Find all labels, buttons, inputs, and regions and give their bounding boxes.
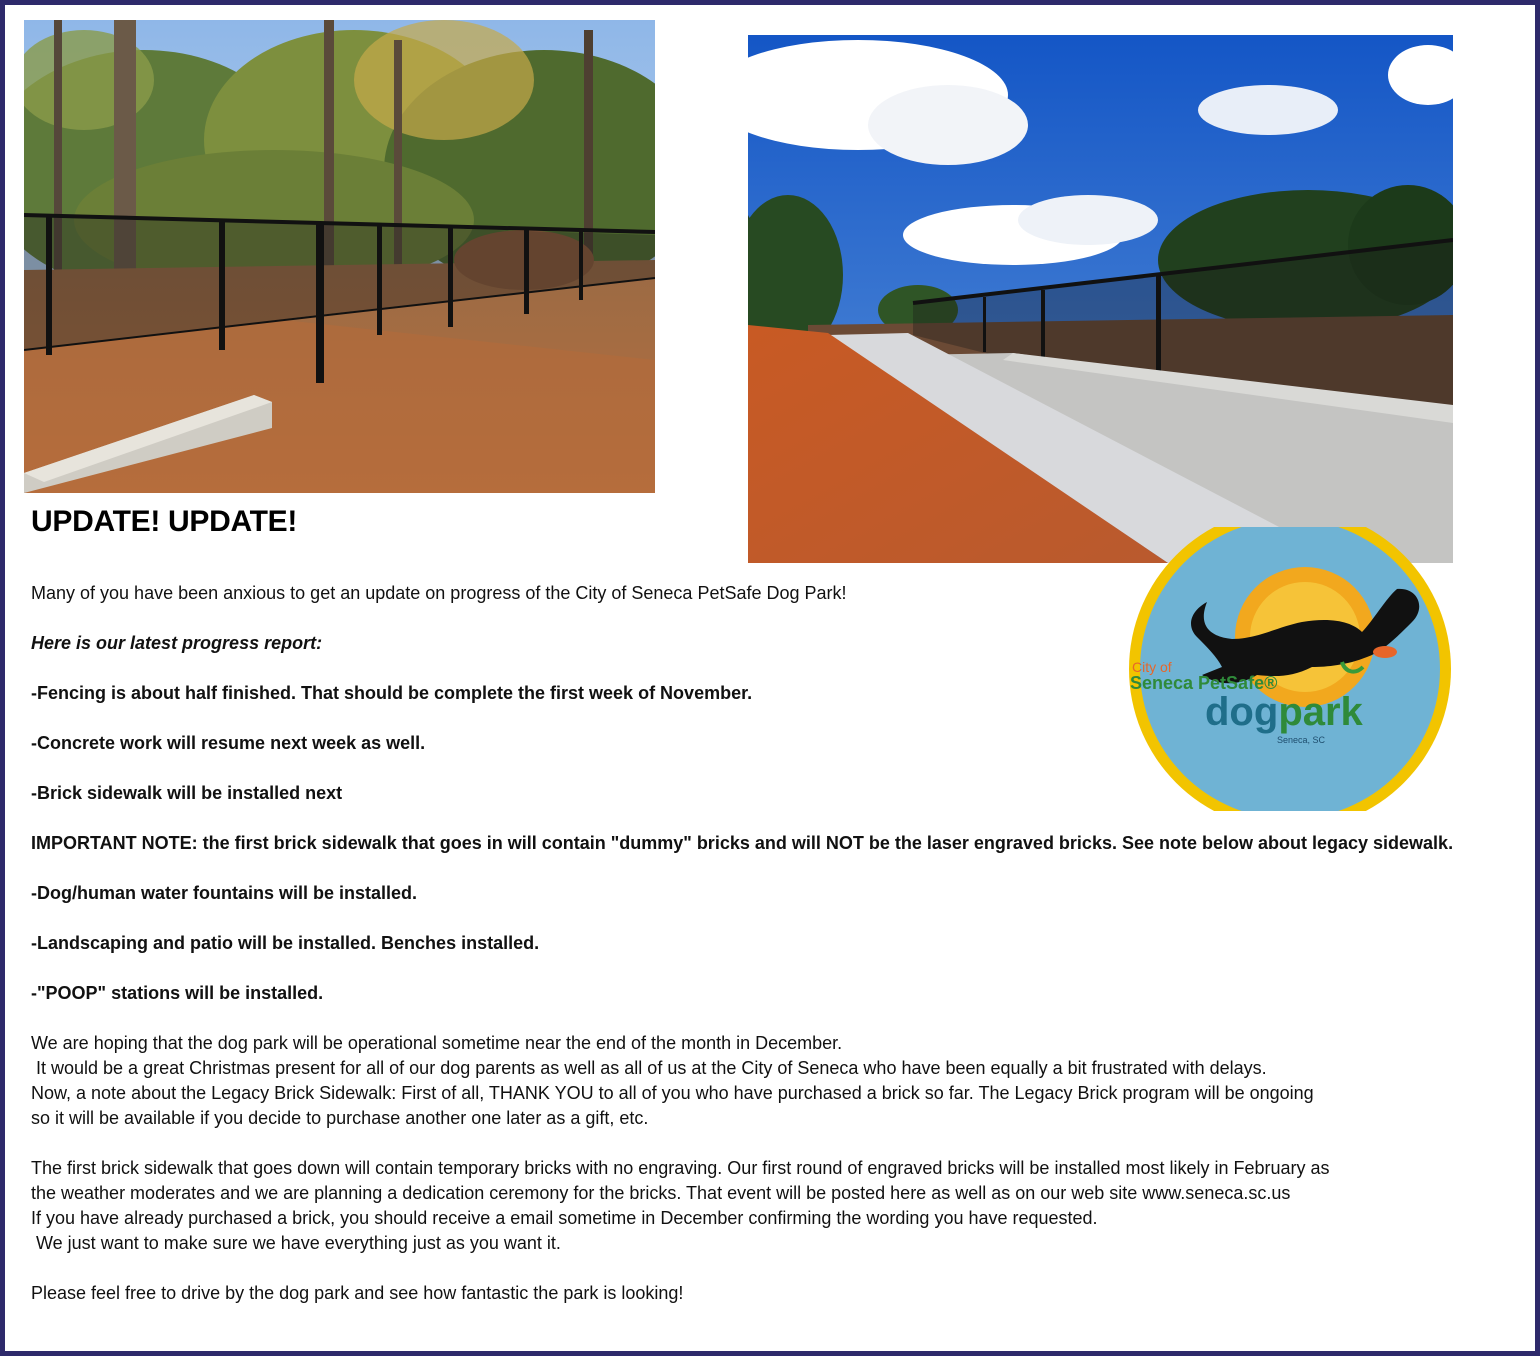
progress-item: -Fencing is about half finished. That should be complete the first week of November. <box>31 683 753 703</box>
logo-location: Seneca, SC <box>1277 735 1326 745</box>
progress-item: -Brick sidewalk will be installed next <box>31 783 343 803</box>
closing-text: Please feel free to drive by the dog park and see how fantastic the park is looking! <box>31 1283 684 1303</box>
report-label: Here is our latest progress report: <box>31 633 323 653</box>
paragraph-line: If you have already purchased a brick, you should receive a email sometime in December confirming the wording you have requested. <box>31 1208 1098 1228</box>
paragraph-line: the weather moderates and we are planning a dedication ceremony for the bricks. That event will be posted here as well as on our web site www.seneca.sc.us <box>31 1183 1291 1203</box>
progress-item: -Concrete work will resume next week as well. <box>31 733 426 753</box>
retaining-wall-photo <box>748 35 1453 563</box>
paragraph-line: We are hoping that the dog park will be operational sometime near the end of the month in December. <box>31 1033 843 1053</box>
dog-park-logo <box>1127 527 1453 811</box>
page-title: UPDATE! UPDATE! <box>31 505 298 538</box>
logo-dog: dogpark <box>1205 690 1363 734</box>
paragraph-line: The first brick sidewalk that goes down will contain temporary bricks with no engraving. Our first round of engraved bricks will be installed most likely in February as <box>31 1158 1330 1178</box>
logo-brand: Seneca PetSafe® <box>1130 673 1278 693</box>
fence-in-woods-photo <box>24 20 655 493</box>
progress-item: -Dog/human water fountains will be installed. <box>31 883 418 903</box>
paragraph-line: Now, a note about the Legacy Brick Sidewalk: First of all, THANK YOU to all of you who have purchased a brick so far. The Legacy Brick program will be ongoing <box>31 1083 1314 1103</box>
progress-item: -Landscaping and patio will be installed. Benches installed. <box>31 933 540 953</box>
paragraph-line: It would be a great Christmas present for all of our dog parents as well as all of us at the City of Seneca who have been equally a bit frustrated with delays. <box>31 1058 1267 1078</box>
paragraph-line: We just want to make sure we have everything just as you want it. <box>31 1233 561 1253</box>
intro-text: Many of you have been anxious to get an update on progress of the City of Seneca PetSafe Dog Park! <box>31 583 847 603</box>
logo-city-of: City of <box>1132 659 1172 675</box>
progress-item: -"POOP" stations will be installed. <box>31 983 324 1003</box>
important-note: IMPORTANT NOTE: the first brick sidewalk that goes in will contain "dummy" bricks and will NOT be the laser engraved bricks. See note below about legacy sidewalk. <box>31 833 1454 853</box>
paragraph-line: so it will be available if you decide to purchase another one later as a gift, etc. <box>31 1108 649 1128</box>
